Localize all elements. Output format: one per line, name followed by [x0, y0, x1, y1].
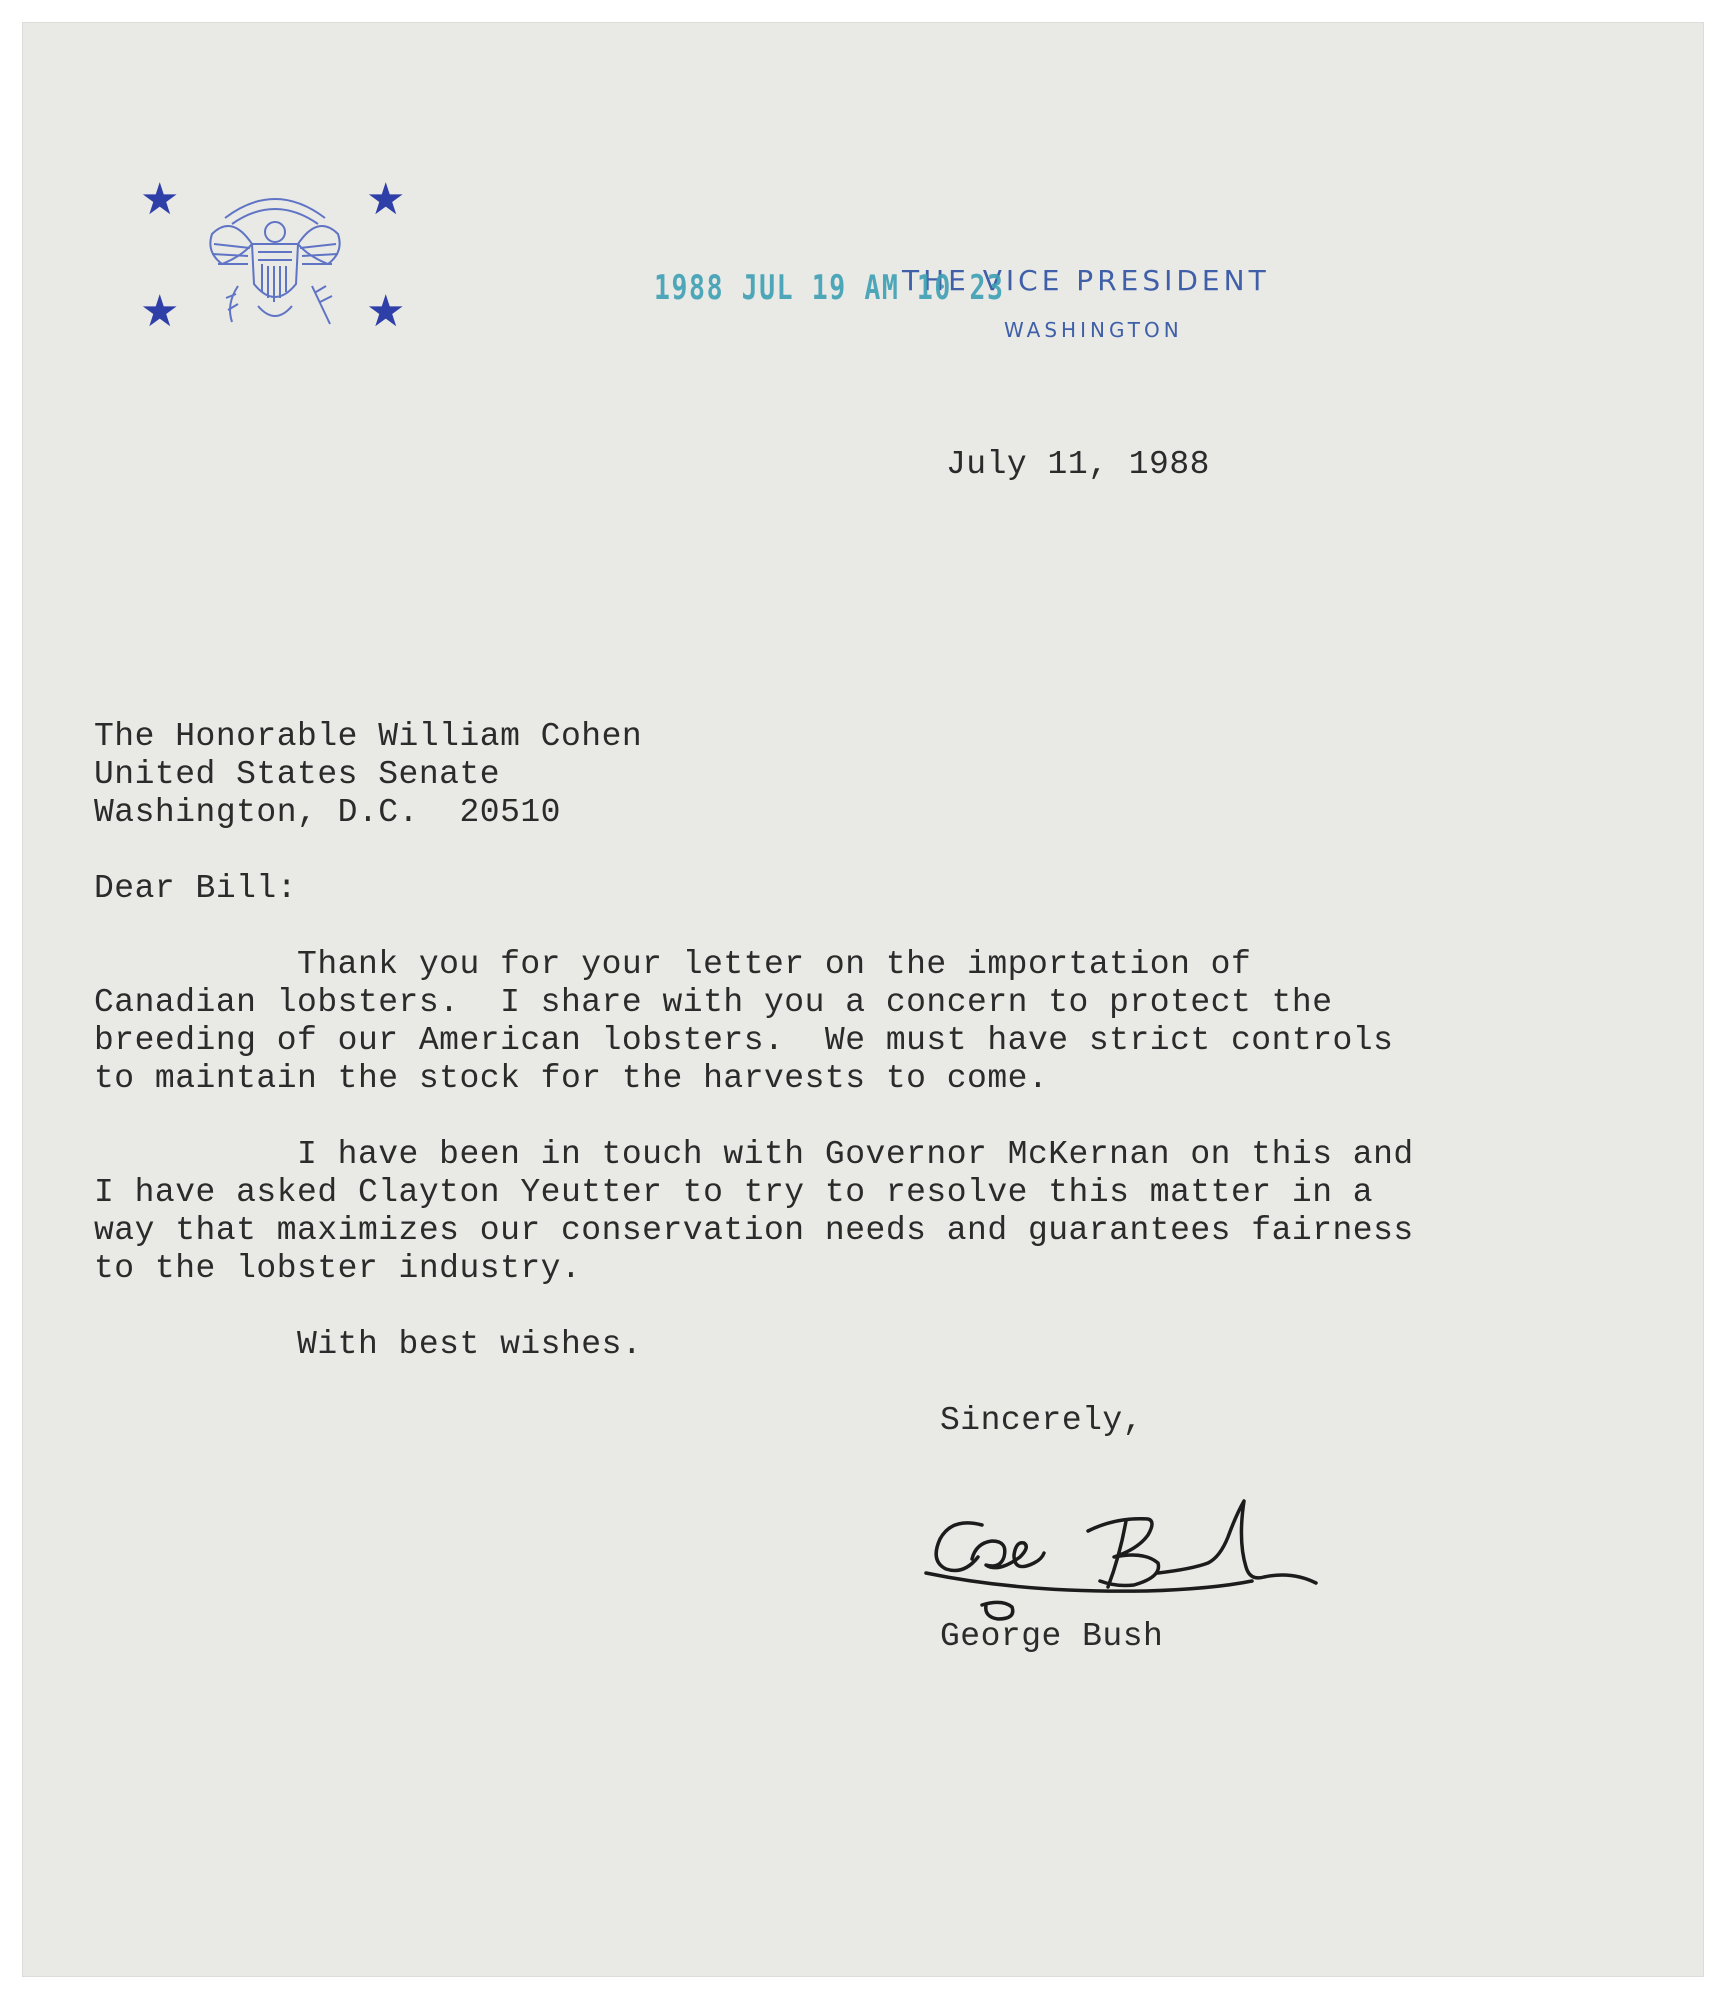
- body-line: I have asked Clayton Yeutter to try to resolve this matter in a: [94, 1174, 1374, 1211]
- letterhead-title: THE VICE PRESIDENT: [902, 264, 1270, 297]
- star-icon: ★: [140, 174, 180, 225]
- body-line: to maintain the stock for the harvests to come.: [94, 1060, 1049, 1097]
- address-line: Washington, D.C. 20510: [94, 794, 561, 831]
- letterhead-place: WASHINGTON: [1004, 318, 1183, 342]
- letterhead-emblem: [134, 170, 414, 350]
- body-line: I have been in touch with Governor McKernan on this and: [94, 1136, 1414, 1173]
- salutation: Dear Bill:: [94, 870, 298, 907]
- star-icon: ★: [366, 174, 406, 225]
- letter-date: July 11, 1988: [946, 446, 1210, 483]
- star-icon: ★: [366, 286, 406, 337]
- star-icon: ★: [140, 286, 180, 337]
- best-wishes: With best wishes.: [94, 1326, 643, 1363]
- body-line: Thank you for your letter on the importation of: [94, 946, 1252, 983]
- vice-presidential-seal-icon: [192, 174, 358, 342]
- body-line: breeding of our American lobsters. We must have strict controls: [94, 1022, 1394, 1059]
- signer-name: George Bush: [940, 1618, 1164, 1655]
- body-line: way that maximizes our conservation needs and guarantees fairness: [94, 1212, 1414, 1249]
- letter-sheet: [22, 22, 1704, 1977]
- body-line: Canadian lobsters. I share with you a concern to protect the: [94, 984, 1333, 1021]
- body-line: to the lobster industry.: [94, 1250, 582, 1287]
- handwritten-signature: [912, 1477, 1432, 1627]
- address-line: The Honorable William Cohen: [94, 718, 643, 755]
- received-date-stamp: 1988 JUL 19 AM 10 23: [654, 268, 1005, 308]
- closing: Sincerely,: [940, 1402, 1144, 1439]
- address-line: United States Senate: [94, 756, 501, 793]
